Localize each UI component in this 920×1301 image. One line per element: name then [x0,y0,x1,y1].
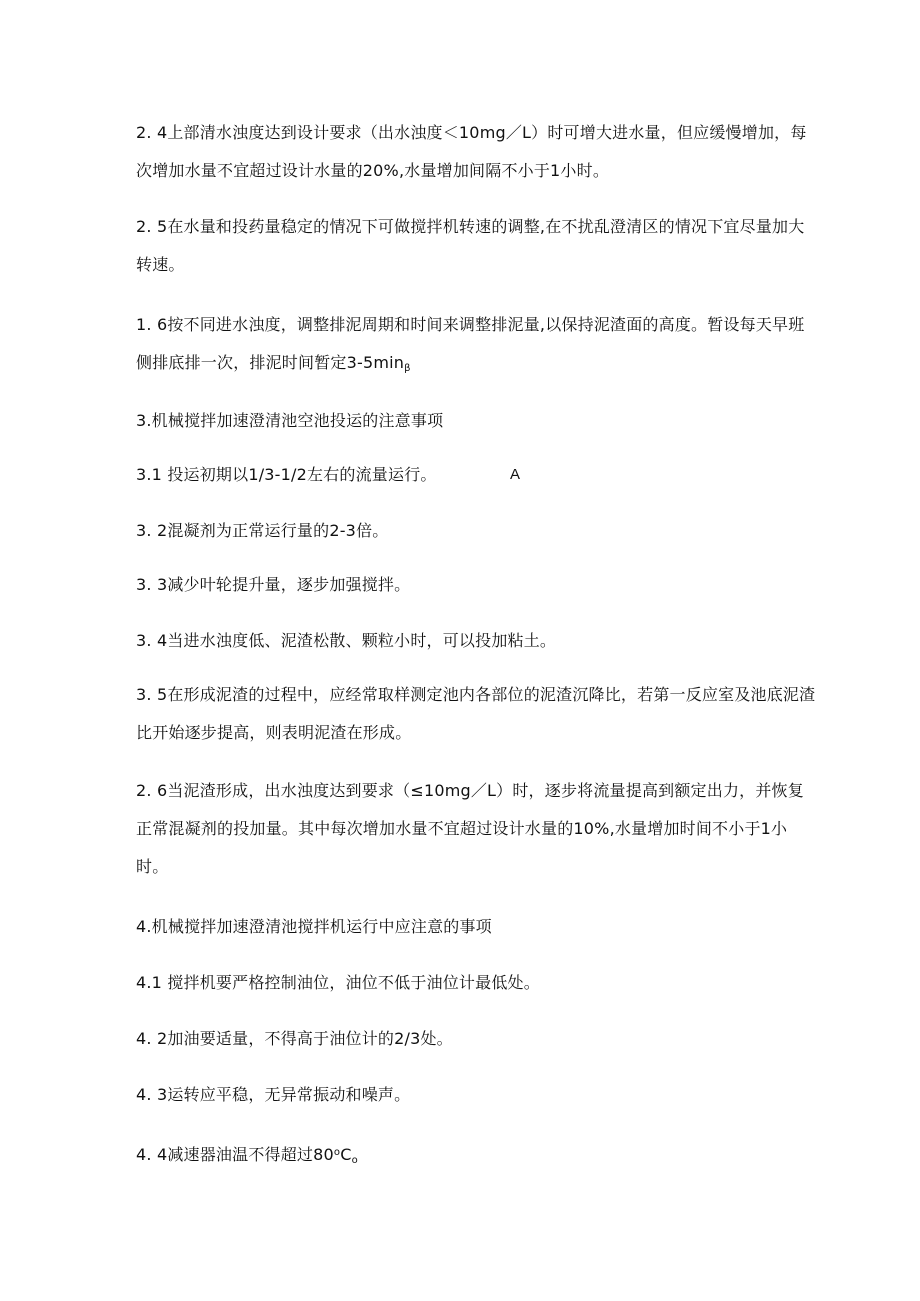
paragraph-4-4-text: 4. 4减速器油温不得超过80 [136,1145,334,1164]
paragraph-3-2: 3. 2混凝剂为正常运行量的2-3倍。 [136,521,389,540]
paragraph-4-3: 4. 3运转应平稳，无异常振动和噪声。 [136,1085,411,1104]
paragraph-1-6-text: 1. 6按不同进水浊度，调整排泥周期和时间来调整排泥量,以保持泥渣面的高度。暂设每天早班侧排底排一次，排泥时间暂定3-5min [136,315,805,372]
paragraph-3-4: 3. 4当进水浊度低、泥渣松散、颗粒小时，可以投加粘土。 [136,631,557,650]
paragraph-3-5: 3. 5在形成泥渣的过程中，应经常取样测定池内各部位的泥渣沉降比，若第一反应室及池底泥渣比开始逐步提高，则表明泥渣在形成。 [136,685,816,742]
paragraph-4-4 [136,1134,816,1180]
paragraph-2-5: 2. 5在水量和投药量稳定的情况下可做搅拌机转速的调整,在不扰乱澄清区的情况下宜尽量加大转速。 [136,217,805,274]
paragraph-4-2: 4. 2加油要适量，不得高于油位计的2/3处。 [136,1029,453,1048]
celsius-letter: C [340,1145,352,1164]
section-heading-3: 3.机械搅拌加速澄清池空池投运的注意事项 [136,411,444,430]
paragraph-4-1: 4.1 搅拌机要严格控制油位，油位不低于油位计最低处。 [136,973,540,992]
paragraph-3-3: 3. 3减少叶轮提升量，逐步加强搅拌。 [136,575,411,594]
degree-mark: o [333,1147,341,1158]
trailing-subscript: o [351,1155,358,1166]
paragraph-2-6: 2. 6当泥渣形成，出水浊度达到要求（≤10mg／L）时，逐步将流量提高到额定出力，并恢复正常混凝剂的投加量。其中每次增加水量不宜超过设计水量的10%,水量增加时间不小于1小时。 [136,781,804,876]
section-heading-4: 4.机械搅拌加速澄清池搅拌机运行中应注意的事项 [136,917,492,936]
paragraph-1-6 [136,306,816,388]
paragraph-2-4: 2. 4上部清水浊度达到设计要求（出水浊度＜10mg／L）时可增大进水量，但应缓慢增加，每次增加水量不宜超过设计水量的20%,水量增加间隔不小于1小时。 [136,123,807,180]
stray-marker-a: A [510,466,521,483]
subscript-beta: β [404,363,411,374]
paragraph-3-1: 3.1 投运初期以1/3-1/2左右的流量运行。 [136,465,437,484]
